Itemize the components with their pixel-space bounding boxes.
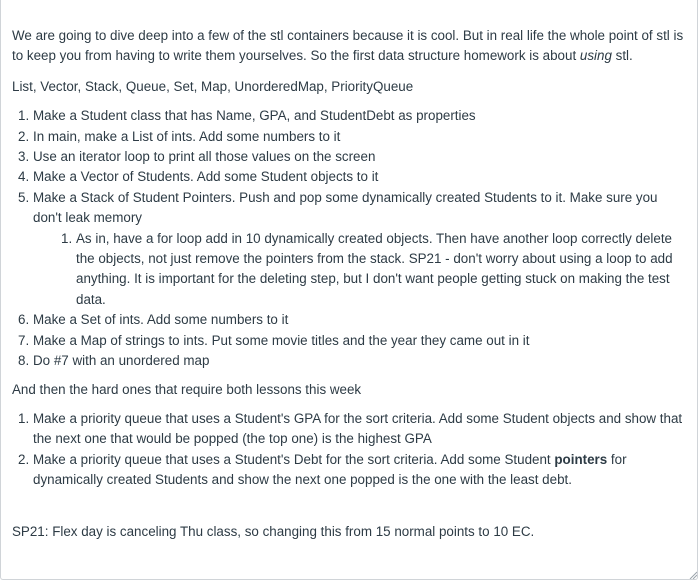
list-item: 7. Make a Map of strings to ints. Put some movie titles and the year they came out in it	[18, 332, 530, 348]
list-item: 1. As in, have a for loop add in 10 dynamically created objects. Then have another loop correctly delete the objects, not just remove the pointers from the stack. SP21 - don't worry about using a loop to add anything. It is important for the deleting step, but I don't want people getting stuck on making the test data.	[61, 230, 673, 307]
intro-text-end: stl.	[611, 48, 633, 64]
intro-text: We are going to dive deep into a few of the stl containers because it is cool. But in real life the whole point of stl is to keep you from having to write them yourselves. So the first data structure homework is about	[12, 28, 684, 64]
assignment-body	[12, 26, 688, 542]
bold-pointers: pointers	[554, 451, 608, 467]
list-item: 2. Make a priority queue that uses a Student's Debt for the sort criteria. Add some Student pointers for dynamically created Students and show the next one popped is the one with the least debt.	[18, 451, 627, 488]
intro-paragraph	[12, 26, 688, 67]
list-item: 2. In main, make a List of ints. Add some numbers to it	[18, 128, 341, 144]
list-item: 3. Use an iterator loop to print all those values on the screen	[18, 149, 376, 165]
sub-task-list	[40, 229, 688, 311]
list-item: 4. Make a Vector of Students. Add some Student objects to it	[18, 169, 379, 185]
hard-tasks-heading: And then the hard ones that require both lessons this week	[12, 381, 362, 397]
main-task-list	[12, 106, 688, 371]
list-item: 1. Make a Student class that has Name, GPA, and StudentDebt as properties	[18, 108, 476, 124]
sp21-note: SP21: Flex day is canceling Thu class, so changing this from 15 normal points to 10 EC.	[12, 523, 535, 539]
list-item: 6. Make a Set of ints. Add some numbers to it	[18, 312, 289, 328]
resize-handle-icon[interactable]	[689, 571, 697, 579]
list-item: 5. Make a Stack of Student Pointers. Push and pop some dynamically created Students to it. Make sure you don't leak memory 1. As in, have a for loop add in 10 dynamically created objects. Then have another loop correctly delete the objects, not just remove the pointers from the stack. SP21 - don't worry about using a loop to add anything. It is important for the deleting step, but I don't want people getting stuck on making the test data.	[12, 188, 688, 310]
list-item: 8. Do #7 with an unordered map	[18, 353, 210, 369]
hard-task-list	[12, 409, 688, 491]
container-types-line: List, Vector, Stack, Queue, Set, Map, UnorderedMap, PriorityQueue	[12, 78, 414, 94]
intro-emphasis: using	[579, 48, 612, 64]
list-item: 1. Make a priority queue that uses a Student's GPA for the sort criteria. Add some Student objects and show that the next one that would be popped (the top one) is the highest GPA	[18, 410, 683, 447]
